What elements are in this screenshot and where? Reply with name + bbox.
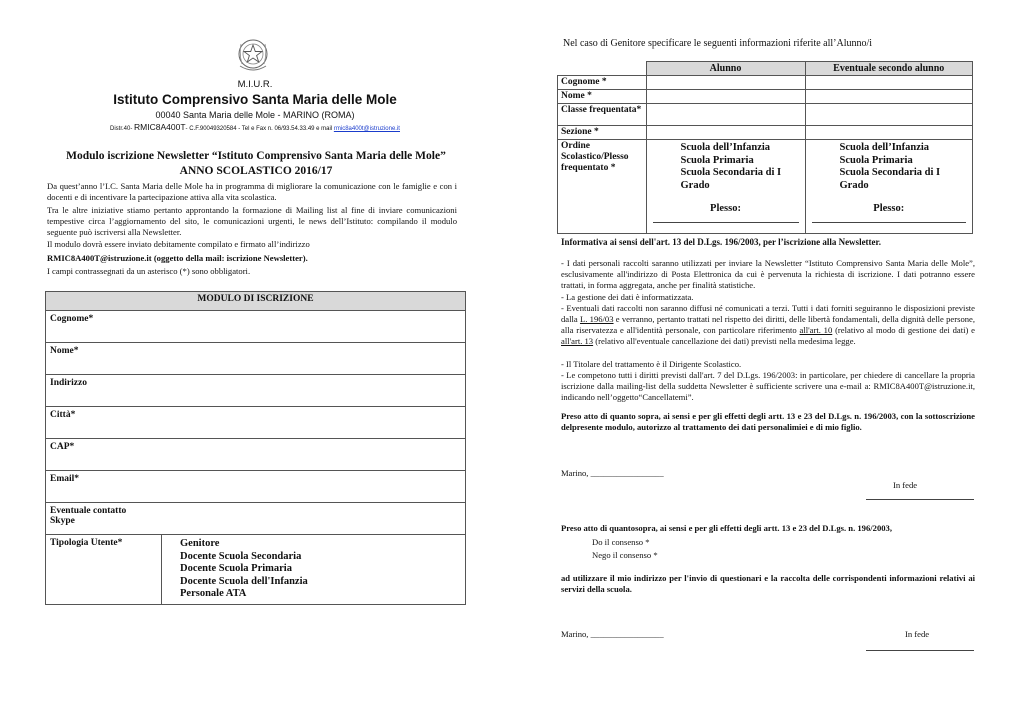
place-date-2[interactable]: Marino, _________________ bbox=[561, 629, 664, 639]
field-citta[interactable] bbox=[46, 407, 466, 439]
user-type-personale-ata[interactable]: Personale ATA bbox=[180, 588, 247, 599]
secondo-plesso-label: Plesso: bbox=[873, 203, 905, 214]
field-email[interactable] bbox=[46, 471, 466, 503]
registration-form-table bbox=[45, 291, 466, 605]
privacy-p3-part-d: (relativo all'eventuale cancellazione dei dati) previsti nella medesima legge. bbox=[593, 336, 856, 346]
signature-line-1[interactable] bbox=[866, 499, 974, 500]
secondo-primaria-option[interactable]: Scuola Primaria bbox=[839, 154, 913, 166]
parent-section-intro bbox=[563, 38, 983, 49]
law-link[interactable]: L. 196/03 bbox=[579, 314, 614, 324]
parent-section-intro-text: Nel caso di Genitore specificare le seguenti informazioni riferite all’Alunno/i bbox=[563, 38, 873, 49]
field-cognome[interactable] bbox=[46, 311, 466, 343]
user-type-options bbox=[162, 535, 466, 605]
field-label: Email* bbox=[50, 474, 80, 484]
consent-statement-2-text: ad utilizzare il mio indirizzo per l'invio di questionari e la raccolta delle corrispondenti informazioni relativi ai servizi della scuola. bbox=[561, 573, 975, 594]
secondo-nome-input[interactable] bbox=[805, 90, 973, 104]
field-label: Città* bbox=[50, 410, 76, 420]
row-ordine: Ordine Scolastico/Plesso frequentato * bbox=[558, 140, 647, 234]
secondo-sezione-input[interactable] bbox=[805, 126, 973, 140]
alunno-nome-input[interactable] bbox=[646, 90, 805, 104]
field-cap[interactable] bbox=[46, 439, 466, 471]
field-skype[interactable] bbox=[46, 503, 466, 535]
privacy-paragraph-2: - La gestione dei dati è informatizzata. bbox=[561, 292, 694, 302]
school-contacts bbox=[40, 122, 470, 132]
row-nome: Nome * bbox=[558, 90, 647, 104]
school-address: 00040 Santa Maria delle Mole - MARINO (ROMA) bbox=[155, 110, 355, 120]
user-type-genitore[interactable]: Genitore bbox=[180, 538, 220, 549]
alunno-ordine-cell bbox=[646, 140, 805, 234]
user-type-docente-secondaria[interactable]: Docente Scuola Secondaria bbox=[180, 550, 302, 562]
intro-paragraph-2: Tra le altre iniziative stiamo pertanto approntando la formazione di Mailing list al fine di inviare comunicazioni tempestive circa l’aggiornamento del sito, le comunicazioni urgenti, le news dell’Istituto: compilando il modulo seguente può iscriversi alla Newsletter. bbox=[47, 205, 457, 237]
art13-link[interactable]: all'art. 13 bbox=[561, 336, 594, 346]
school-code: RMIC8A400T bbox=[134, 122, 186, 132]
privacy-p3-part-a: - Eventuali dati raccolti non saranno diffusi né comunicati a terzi. Tutti i dati forniti seguiranno le disposizioni previste dalla bbox=[561, 303, 975, 324]
form-header: MODULO DI ISCRIZIONE bbox=[46, 292, 466, 311]
secondo-classe-input[interactable] bbox=[805, 104, 973, 126]
sign-label-1: In fede bbox=[893, 480, 918, 490]
user-type-docente-primaria[interactable]: Docente Scuola Primaria bbox=[180, 563, 292, 574]
secondo-cognome-input[interactable] bbox=[805, 76, 973, 90]
col-alunno: Alunno bbox=[646, 62, 805, 76]
alunno-secondaria-option[interactable]: Scuola Secondaria di I Grado bbox=[680, 167, 782, 191]
row-cognome: Cognome * bbox=[558, 76, 647, 90]
alunno-sezione-input[interactable] bbox=[646, 126, 805, 140]
privacy-p3-part-c: (relativo al modo di gestione dei dati) e bbox=[832, 325, 975, 335]
art10-link[interactable]: all'art. 10 bbox=[799, 325, 833, 335]
field-label: CAP* bbox=[50, 442, 75, 452]
row-classe: Classe frequentata* bbox=[558, 104, 647, 126]
secondo-secondaria-option[interactable]: Scuola Secondaria di I Grado bbox=[839, 167, 941, 191]
place-date-1[interactable]: Marino, _________________ bbox=[561, 468, 664, 478]
required-note: I campi contrassegnati da un asterisco (*) sono obbligatori. bbox=[47, 266, 251, 276]
send-to-address: RMIC8A400T@istruzione.it (oggetto della mail: iscrizione Newsletter). bbox=[47, 253, 308, 263]
privacy-title: Informativa ai sensi dell'art. 13 del D.Lgs. 196/2003, per l’iscrizione alla Newsletter. bbox=[561, 237, 881, 247]
field-indirizzo[interactable] bbox=[46, 375, 466, 407]
cf-phone: - C.F.90049320584 - Tel e Fax n. 06/93.54.33.49 e mail bbox=[185, 126, 334, 132]
consent-no-option[interactable]: Nego il consenso * bbox=[592, 550, 658, 560]
secondo-ordine-cell bbox=[805, 140, 973, 234]
student-info-table bbox=[557, 61, 973, 234]
signature-line-2[interactable] bbox=[866, 650, 974, 651]
field-nome[interactable] bbox=[46, 343, 466, 375]
field-label: Eventuale contatto Skype bbox=[50, 506, 127, 526]
privacy-p3-part-b: e verranno, pertanto trattati nel rispetto dei diritti, delle libertà fondamentali, della dignità delle persone, alla riservatezza e all'identità personale, con particolare riferimento bbox=[561, 314, 975, 335]
privacy-paragraph-1: - I dati personali raccolti saranno utilizzati per inviare la Newsletter “Istituto Comprensivo Santa Maria delle Mole”, esclusivamente all'indirizzo di Posta Elettronica da cui è pervenuta la richiesta di iscrizione. I dati potranno essere trattati, in forma aggregata, anche per finalità statistiche. bbox=[561, 258, 975, 290]
user-type-docente-infanzia[interactable]: Docente Scuola dell'Infanzia bbox=[180, 575, 308, 587]
school-year: ANNO SCOLASTICO 2016/17 bbox=[179, 165, 333, 177]
consent-statement-2-title: Preso atto di quantosopra, ai sensi e per gli effetti degli artt. 13 e 23 del D.Lgs. n. 196/2003, bbox=[561, 523, 893, 533]
ministry-label: M.I.U.R. bbox=[237, 79, 273, 90]
privacy-paragraph-4: - Il Titolare del trattamento è il Dirigente Scolastico. bbox=[561, 359, 742, 369]
row-sezione: Sezione * bbox=[558, 126, 647, 140]
republic-emblem-icon bbox=[236, 36, 270, 74]
alunno-primaria-option[interactable]: Scuola Primaria bbox=[680, 154, 754, 166]
school-name: Istituto Comprensivo Santa Maria delle Mole bbox=[113, 92, 397, 107]
alunno-cognome-input[interactable] bbox=[646, 76, 805, 90]
field-label: Cognome* bbox=[50, 314, 94, 324]
privacy-paragraph-5: - Le competono tutti i diritti previsti dall'art. 7 del D.Lgs. 196/2003: in particolare, per chiedere di cancellare la propria iscrizione dalla mailing-list della suddetta Newsletter è sufficiente scrivere una e-mail a: RMIC8A400T@istruzione.it, indicando nell’oggetto“Cancellatemi”. bbox=[561, 370, 975, 402]
alunno-plesso-label: Plesso: bbox=[710, 203, 741, 214]
privacy-paragraph-3 bbox=[561, 303, 975, 347]
intro-paragraph-3: Il modulo dovrà essere inviato debitamente compilato e firmato all’indirizzo bbox=[47, 239, 310, 249]
intro-paragraph-1: Da quest’anno l’I.C. Santa Maria delle Mole ha in programma di migliorare la comunicazione con le famiglie e con i docenti e di incentivare la partecipazione attiva alla vita scolastica. bbox=[47, 181, 457, 202]
field-label: Nome* bbox=[50, 346, 79, 356]
consent-statement-1: Preso atto di quanto sopra, ai sensi e per gli effetti degli artt. 13 e 23 del D.Lgs. n. 196/2003, con la sottoscrizione delpresente modulo, autorizzo al trattamento dei dati personalimiei e di mio figlio. bbox=[561, 411, 975, 432]
field-label: Indirizzo bbox=[50, 378, 87, 388]
col-secondo-alunno: Eventuale secondo alunno bbox=[805, 62, 973, 76]
secondo-plesso-line[interactable] bbox=[812, 222, 967, 223]
user-type-label: Tipologia Utente* bbox=[46, 535, 162, 605]
secondo-infanzia-option[interactable]: Scuola dell’Infanzia bbox=[839, 142, 930, 153]
consent-yes-option[interactable]: Do il consenso * bbox=[592, 537, 650, 547]
form-title: Modulo iscrizione Newsletter “Istituto Comprensivo Santa Maria delle Mole” bbox=[66, 150, 446, 162]
corner-cell bbox=[558, 62, 647, 76]
alunno-infanzia-option[interactable]: Scuola dell’Infanzia bbox=[680, 142, 771, 153]
school-email-link[interactable]: rmic8a400t@istruzione.it bbox=[333, 126, 400, 132]
alunno-plesso-line[interactable] bbox=[653, 222, 799, 223]
alunno-classe-input[interactable] bbox=[646, 104, 805, 126]
distr-prefix: Distr.40- bbox=[110, 126, 135, 132]
sign-label-2: In fede bbox=[905, 629, 930, 639]
